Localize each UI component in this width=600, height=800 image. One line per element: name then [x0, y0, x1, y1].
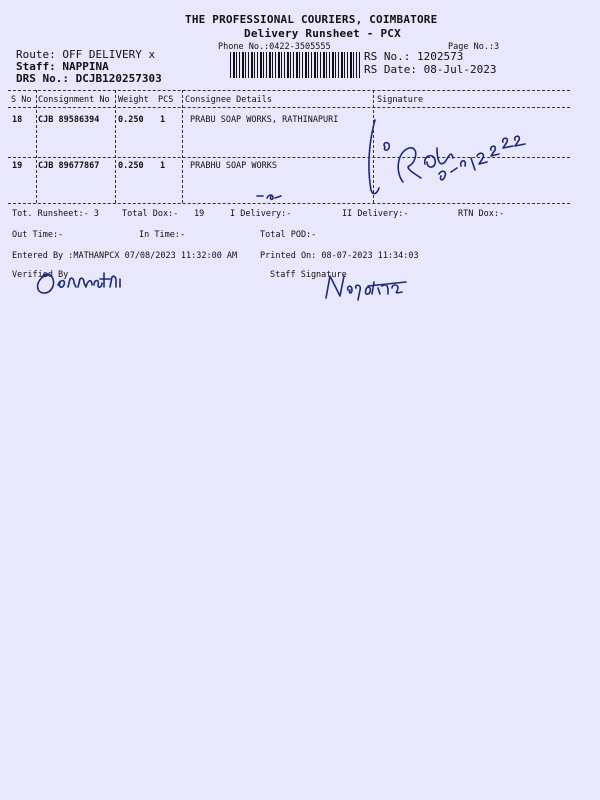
- col-consignment: Consignment No: [38, 95, 110, 105]
- row-sno: 18: [12, 115, 23, 125]
- row-consignee: PRABHU SOAP WORKS: [190, 161, 277, 171]
- page-number: Page No.:3: [448, 42, 500, 52]
- staff-label: Staff: NAPPINA: [16, 60, 109, 73]
- in-time: In Time:-: [139, 230, 186, 240]
- total-runsheet: Tot. Runsheet:- 3: [12, 209, 99, 219]
- verified-by-label: Verified By: [12, 270, 69, 280]
- staff-signature-label: Staff Signature: [270, 270, 347, 280]
- row-sno: 19: [12, 161, 23, 171]
- receiver-signature: [355, 112, 535, 202]
- total-dox-value: 19: [194, 209, 205, 219]
- rtn-dox: RTN Dox:-: [458, 209, 505, 219]
- total-pod: Total POD:-: [260, 230, 317, 240]
- col-weight: Weight: [118, 95, 149, 105]
- row-pcs: 1: [160, 115, 166, 125]
- route-label: Route: OFF DELIVERY x: [16, 48, 156, 61]
- table-header-rule: [8, 107, 570, 108]
- row-consignee: PRABU SOAP WORKS, RATHINAPURI: [190, 115, 339, 125]
- document-title: Delivery Runsheet - PCX: [244, 27, 401, 40]
- verifier-signature: [30, 265, 130, 297]
- col-pcs: PCS: [158, 95, 174, 105]
- staff-signature: [322, 270, 412, 302]
- phone-number: Phone No.:0422-3505555: [218, 42, 331, 52]
- row-weight: 0.250: [118, 115, 144, 125]
- second-delivery: II Delivery:-: [342, 209, 409, 219]
- company-name: THE PROFESSIONAL COURIERS, COIMBATORE: [185, 13, 438, 26]
- rs-number: RS No.: 1202573: [364, 50, 464, 63]
- printed-on: Printed On: 08-07-2023 11:34:03: [260, 251, 419, 261]
- table-bottom-rule: [8, 203, 570, 204]
- col-sno: S No: [11, 95, 32, 105]
- col-consignee: Consignee Details: [185, 95, 272, 105]
- rs-date: RS Date: 08-Jul-2023: [364, 63, 497, 76]
- out-time: Out Time:-: [12, 230, 64, 240]
- col-signature: Signature: [377, 95, 424, 105]
- drs-number: DRS No.: DCJB120257303: [16, 72, 162, 85]
- row-consignment: CJB 89586394: [38, 115, 100, 125]
- initial-mark: [255, 190, 285, 202]
- row-pcs: 1: [160, 161, 166, 171]
- table-top-rule: [8, 90, 570, 91]
- first-delivery: I Delivery:-: [230, 209, 292, 219]
- barcode: [230, 52, 360, 78]
- entered-by: Entered By :MATHANPCX 07/08/2023 11:32:00 AM: [12, 251, 238, 261]
- row-weight: 0.250: [118, 161, 144, 171]
- total-dox-label: Total Dox:-: [122, 209, 179, 219]
- row-consignment: CJB 89677867: [38, 161, 100, 171]
